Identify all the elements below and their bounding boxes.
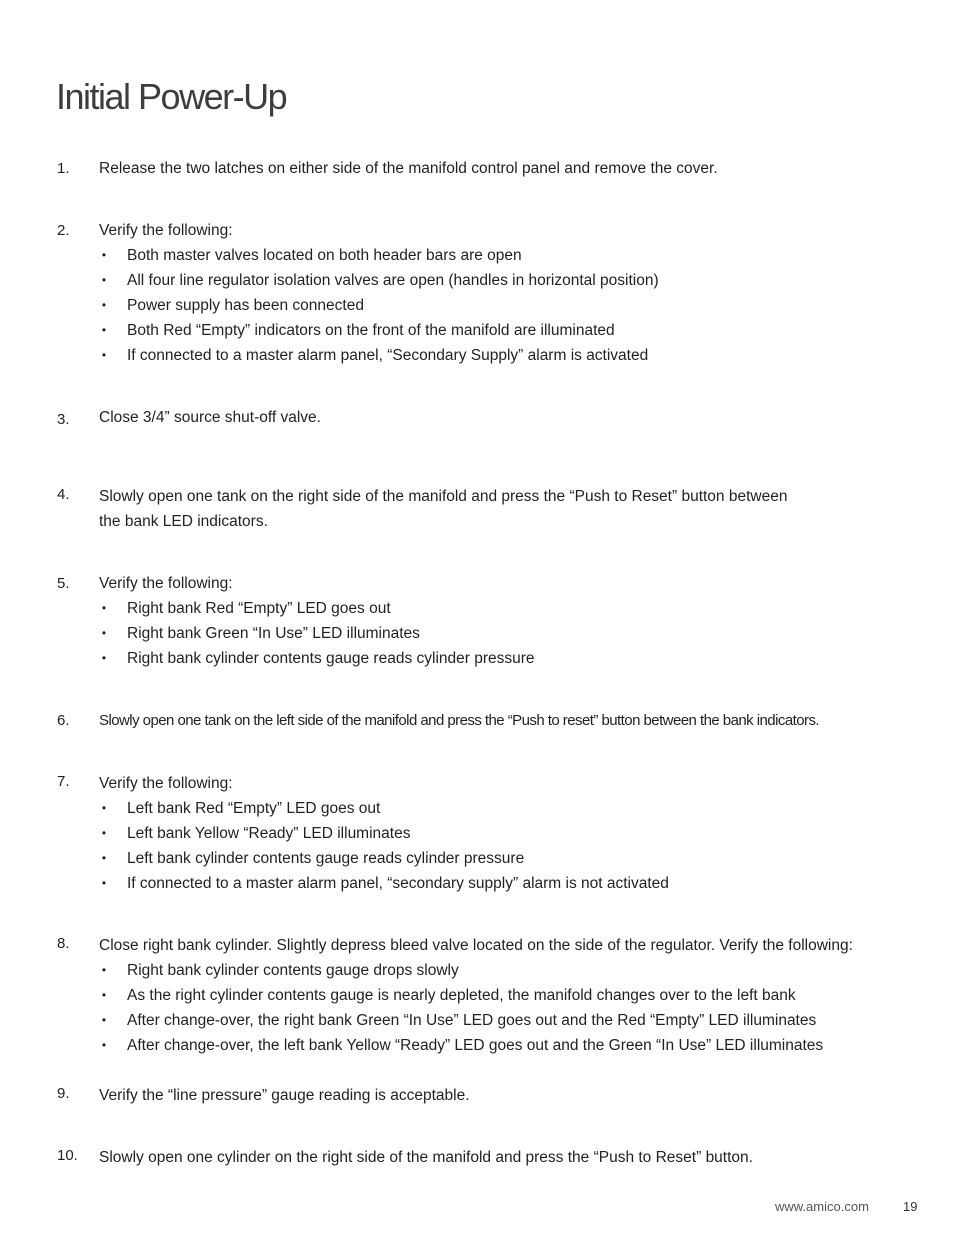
footer-url: www.amico.com bbox=[775, 1199, 869, 1214]
bullet-list bbox=[99, 796, 899, 896]
list-item: • After change-over, the right bank Green “In Use” LED goes out and the Red “Empty” LED illuminates bbox=[99, 1008, 929, 1033]
list-item: • All four line regulator isolation valves are open (handles in horizontal position) bbox=[99, 268, 899, 293]
list-item: • After change-over, the left bank Yellow “Ready” LED goes out and the Green “In Use” LED illuminates bbox=[99, 1033, 929, 1058]
bullet-icon: • bbox=[101, 323, 107, 337]
step-text bbox=[99, 484, 899, 534]
list-item: • If connected to a master alarm panel, “Secondary Supply” alarm is activated bbox=[99, 343, 899, 368]
step-text: Verify the following: bbox=[99, 775, 233, 792]
bullet-icon: • bbox=[101, 988, 107, 1002]
bullet-icon: • bbox=[101, 248, 107, 262]
step-number: 6. bbox=[57, 712, 70, 729]
step-text: Verify the following: bbox=[99, 575, 233, 592]
step-number: 8. bbox=[57, 935, 70, 952]
bullet-icon: • bbox=[101, 273, 107, 287]
list-item: • As the right cylinder contents gauge is nearly depleted, the manifold changes over to the left bank bbox=[99, 983, 929, 1008]
list-item: • Right bank cylinder contents gauge drops slowly bbox=[99, 958, 929, 983]
bullet-icon: • bbox=[101, 298, 107, 312]
bullet-icon: • bbox=[101, 876, 107, 890]
list-item: • Right bank Green “In Use” LED illuminates bbox=[99, 621, 899, 646]
page-number: 19 bbox=[903, 1199, 918, 1214]
list-item: • If connected to a master alarm panel, “secondary supply” alarm is not activated bbox=[99, 871, 899, 896]
bullet-icon: • bbox=[101, 626, 107, 640]
bullet-list bbox=[99, 243, 899, 368]
step-text: Verify the “line pressure” gauge reading is acceptable. bbox=[99, 1087, 470, 1104]
list-item: • Right bank Red “Empty” LED goes out bbox=[99, 596, 899, 621]
step-text: Slowly open one tank on the left side of the manifold and press the “Push to reset” button between the bank indicators. bbox=[99, 712, 820, 729]
step-number: 9. bbox=[57, 1085, 70, 1102]
bullet-icon: • bbox=[101, 851, 107, 865]
bullet-icon: • bbox=[101, 1013, 107, 1027]
bullet-icon: • bbox=[101, 601, 107, 615]
step-text: Release the two latches on either side of the manifold control panel and remove the cover. bbox=[99, 160, 718, 177]
step-text-line: Slowly open one tank on the right side of the manifold and press the “Push to Reset” button between bbox=[99, 488, 788, 505]
list-item: • Left bank cylinder contents gauge reads cylinder pressure bbox=[99, 846, 899, 871]
bullet-icon: • bbox=[101, 1038, 107, 1052]
bullet-icon: • bbox=[101, 801, 107, 815]
bullet-icon: • bbox=[101, 826, 107, 840]
bullet-icon: • bbox=[101, 348, 107, 362]
list-item: • Right bank cylinder contents gauge reads cylinder pressure bbox=[99, 646, 899, 671]
list-item: • Left bank Yellow “Ready” LED illuminates bbox=[99, 821, 899, 846]
step-number: 7. bbox=[57, 773, 70, 790]
bullet-list bbox=[99, 958, 929, 1058]
bullet-list bbox=[99, 596, 899, 671]
step-text: Close right bank cylinder. Slightly depress bleed valve located on the side of the regulator. Verify the following: bbox=[99, 937, 853, 954]
step-text: Close 3/4” source shut-off valve. bbox=[99, 409, 321, 426]
bullet-icon: • bbox=[101, 963, 107, 977]
step-text-line: the bank LED indicators. bbox=[99, 513, 268, 530]
page-title: Initial Power-Up bbox=[56, 76, 287, 117]
list-item: • Both master valves located on both header bars are open bbox=[99, 243, 899, 268]
step-number: 2. bbox=[57, 222, 70, 239]
list-item: • Left bank Red “Empty” LED goes out bbox=[99, 796, 899, 821]
step-text: Verify the following: bbox=[99, 222, 233, 239]
bullet-icon: • bbox=[101, 651, 107, 665]
step-number: 5. bbox=[57, 575, 70, 592]
step-number: 4. bbox=[57, 486, 70, 503]
list-item: • Both Red “Empty” indicators on the front of the manifold are illuminated bbox=[99, 318, 899, 343]
list-item: • Power supply has been connected bbox=[99, 293, 899, 318]
step-number: 3. bbox=[57, 411, 70, 428]
step-text: Slowly open one cylinder on the right side of the manifold and press the “Push to Reset” button. bbox=[99, 1149, 753, 1166]
step-number: 1. bbox=[57, 160, 70, 177]
step-number: 10. bbox=[57, 1147, 78, 1164]
